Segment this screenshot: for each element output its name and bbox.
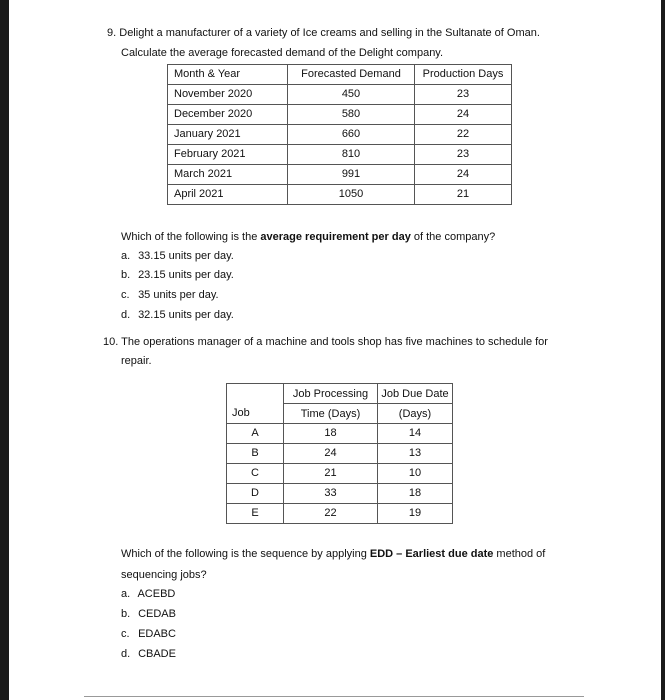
header-processing-2: Time (Days) (284, 404, 378, 424)
table-row (227, 484, 453, 504)
cell-forecast: 580 (288, 105, 415, 125)
right-page-edge (661, 0, 665, 700)
q9-question-bold: average requirement per day (260, 231, 411, 243)
q10-option-d[interactable] (121, 648, 176, 660)
cell-job: E (227, 504, 284, 524)
cell-due: 13 (378, 444, 453, 464)
header-processing-1: Job Processing (284, 384, 378, 404)
cell-processing: 22 (284, 504, 378, 524)
option-letter: c. (121, 628, 130, 640)
option-text: 32.15 units per day. (138, 309, 234, 321)
cell-month: February 2021 (168, 145, 288, 165)
left-page-edge (0, 0, 9, 700)
option-text: 23.15 units per day. (138, 269, 234, 281)
header-production-days: Production Days (415, 65, 512, 85)
cell-days: 22 (415, 125, 512, 145)
q10-question (121, 548, 545, 560)
cell-days: 23 (415, 85, 512, 105)
q10-question-pre: Which of the following is the sequence by applying (121, 548, 370, 560)
cell-forecast: 660 (288, 125, 415, 145)
cell-due: 10 (378, 464, 453, 484)
option-letter: c. (121, 289, 130, 301)
cell-job: C (227, 464, 284, 484)
q10-jobs-table (226, 383, 453, 524)
q9-line2: Calculate the average forecasted demand of the Delight company. (121, 47, 444, 59)
option-text: CEDAB (138, 608, 176, 620)
table-row (168, 145, 512, 165)
option-letter: a. (121, 588, 131, 600)
table-row (168, 185, 512, 205)
q10-question-line2: sequencing jobs? (121, 569, 207, 581)
cell-forecast: 991 (288, 165, 415, 185)
cell-processing: 18 (284, 424, 378, 444)
q10-option-a[interactable] (121, 588, 175, 600)
cell-days: 24 (415, 105, 512, 125)
table-header-row (168, 65, 512, 85)
cell-job: B (227, 444, 284, 464)
q9-question (121, 231, 495, 243)
q10-line2: repair. (121, 355, 152, 367)
cell-forecast: 1050 (288, 185, 415, 205)
cell-month: December 2020 (168, 105, 288, 125)
cell-month: November 2020 (168, 85, 288, 105)
table-row (227, 504, 453, 524)
table-row (227, 464, 453, 484)
cell-forecast: 810 (288, 145, 415, 165)
cell-processing: 21 (284, 464, 378, 484)
option-letter: b. (121, 608, 131, 620)
q9-number: 9. (107, 27, 117, 39)
q10-question-post: method of (493, 548, 546, 560)
option-text: EDABC (138, 628, 176, 640)
cell-forecast: 450 (288, 85, 415, 105)
header-due-2: (Days) (378, 404, 453, 424)
q10-line1 (103, 336, 548, 348)
option-text: 33.15 units per day. (138, 250, 234, 262)
q10-question-bold: EDD – Earliest due date (369, 548, 494, 560)
q10-intro: The operations manager of a machine and tools shop has five machines to schedule for (121, 336, 548, 348)
option-letter: d. (121, 309, 131, 321)
cell-month: March 2021 (168, 165, 288, 185)
q9-question-pre: Which of the following is the (121, 231, 261, 243)
cell-processing: 33 (284, 484, 378, 504)
cell-processing: 24 (284, 444, 378, 464)
q9-line1 (107, 27, 540, 39)
cell-job: A (227, 424, 284, 444)
q9-option-c[interactable] (121, 289, 219, 301)
q10-number: 10. (103, 336, 119, 348)
q9-intro: Delight a manufacturer of a variety of Ice creams and selling in the Sultanate of Oman. (119, 27, 540, 39)
table-row (168, 165, 512, 185)
table-row (168, 85, 512, 105)
table-header-row (227, 384, 453, 404)
cell-days: 23 (415, 145, 512, 165)
header-due-1: Job Due Date (378, 384, 453, 404)
table-row (168, 105, 512, 125)
cell-due: 18 (378, 484, 453, 504)
q9-question-post: of the company? (410, 231, 496, 243)
table-row (227, 444, 453, 464)
q10-option-c[interactable] (121, 628, 176, 640)
option-letter: d. (121, 648, 131, 660)
cell-month: January 2021 (168, 125, 288, 145)
option-letter: a. (121, 250, 131, 262)
q9-option-d[interactable] (121, 309, 234, 321)
option-text: CBADE (138, 648, 176, 660)
q10-option-b[interactable] (121, 608, 176, 620)
bottom-divider (84, 696, 584, 697)
cell-month: April 2021 (168, 185, 288, 205)
cell-days: 21 (415, 185, 512, 205)
header-job: Job (227, 384, 284, 424)
cell-job: D (227, 484, 284, 504)
cell-due: 14 (378, 424, 453, 444)
option-text: ACEBD (137, 588, 176, 600)
q9-option-a[interactable] (121, 250, 234, 262)
q9-option-b[interactable] (121, 269, 234, 281)
cell-days: 24 (415, 165, 512, 185)
q9-demand-table (167, 64, 512, 205)
cell-due: 19 (378, 504, 453, 524)
option-text: 35 units per day. (138, 289, 219, 301)
table-row (227, 424, 453, 444)
header-month: Month & Year (168, 65, 288, 85)
table-row (168, 125, 512, 145)
header-forecast: Forecasted Demand (288, 65, 415, 85)
option-letter: b. (121, 269, 131, 281)
